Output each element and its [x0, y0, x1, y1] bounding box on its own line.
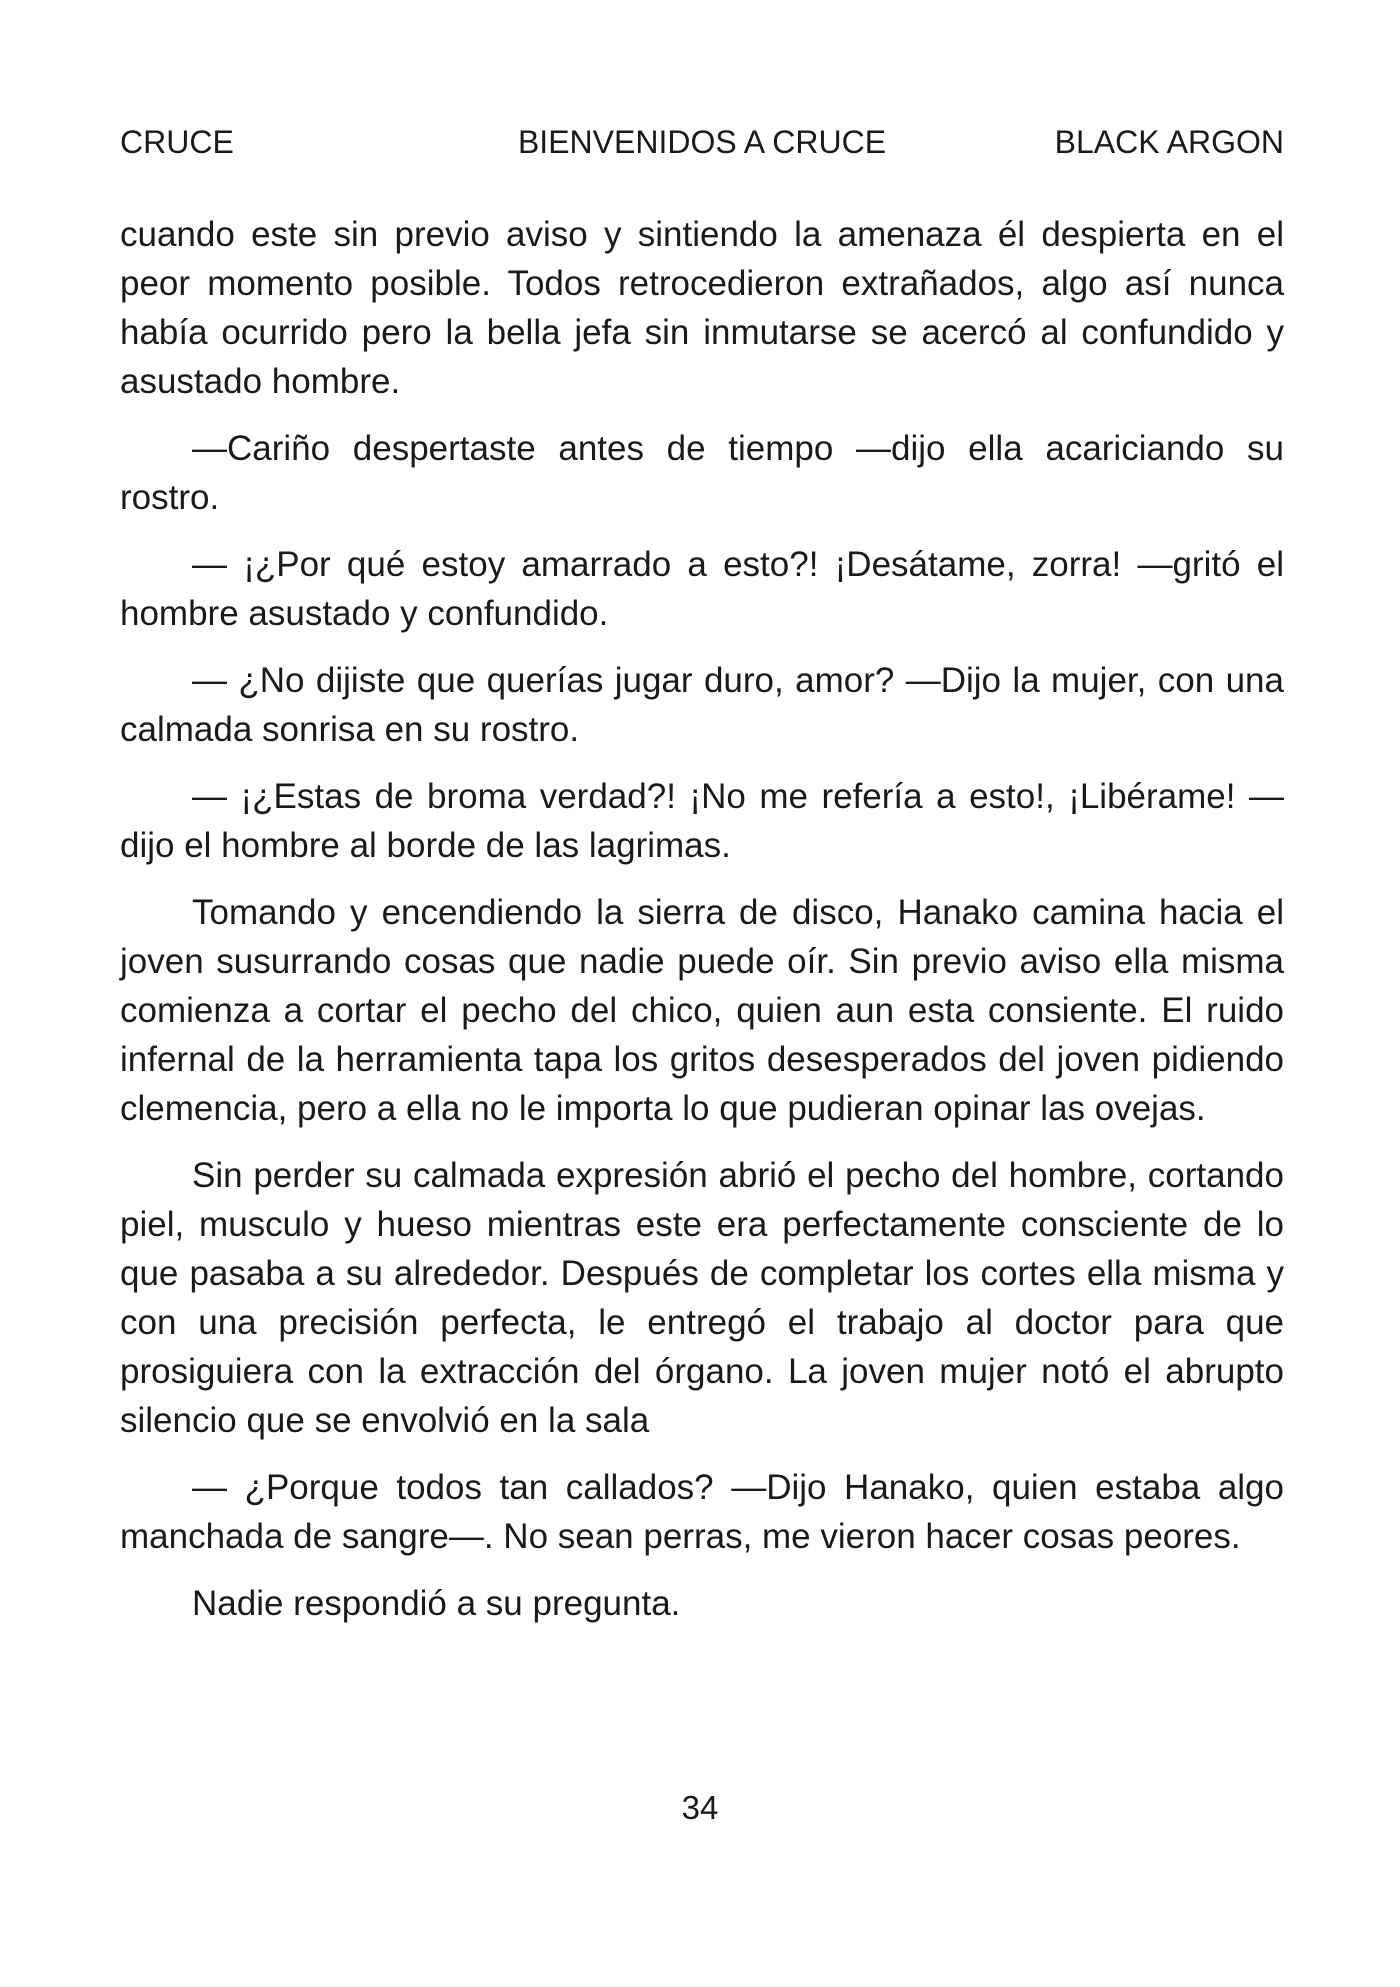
- paragraph: —Cariño despertaste antes de tiempo —dijo ella acariciando su rostro.: [120, 429, 1284, 517]
- paragraph: — ¡¿Estas de broma verdad?! ¡No me refería a esto!, ¡Libérame! —dijo el hombre al borde de las lagrimas.: [120, 777, 1284, 865]
- paragraph: cuando este sin previo aviso y sintiendo la amenaza él despierta en el peor momento posible. Todos retrocedieron extrañados, algo así nunca había ocurrido pero la bella jefa sin inmutarse se acercó al confundido y asustado hombre.: [120, 215, 1284, 401]
- paragraph: — ¡¿Por qué estoy amarrado a esto?! ¡Desátame, zorra! —gritó el hombre asustado y confundido.: [120, 545, 1284, 633]
- running-header: [120, 118, 1284, 166]
- header-chapter-title: BIENVENIDOS A CRUCE: [517, 124, 887, 160]
- body-text: [120, 210, 1284, 1646]
- header-author: BLACK ARGON: [1054, 124, 1284, 160]
- paragraph: Nadie respondió a su pregunta.: [192, 1584, 681, 1623]
- paragraph: Sin perder su calmada expresión abrió el pecho del hombre, cortando piel, musculo y hueso mientras este era perfectamente consciente de lo que pasaba a su alrededor. Después de completar los cortes ella misma y con una precisión perfecta, le entregó el trabajo al doctor para que prosiguiera con la extracción del órgano. La joven mujer notó el abrupto silencio que se envolvió en la sala: [120, 1156, 1284, 1440]
- paragraph: — ¿Porque todos tan callados? —Dijo Hanako, quien estaba algo manchada de sangre—. No sean perras, me vieron hacer cosas peores.: [120, 1468, 1284, 1556]
- paragraph: — ¿No dijiste que querías jugar duro, amor? —Dijo la mujer, con una calmada sonrisa en su rostro.: [120, 661, 1284, 749]
- paragraph: Tomando y encendiendo la sierra de disco, Hanako camina hacia el joven susurrando cosas que nadie puede oír. Sin previo aviso ella misma comienza a cortar el pecho del chico, quien aun esta consiente. El ruido infernal de la herramienta tapa los gritos desesperados del joven pidiendo clemencia, pero a ella no le importa lo que pudieran opinar las ovejas.: [120, 893, 1284, 1128]
- header-book-title: CRUCE: [120, 124, 234, 160]
- page-number: 34: [681, 1789, 719, 1826]
